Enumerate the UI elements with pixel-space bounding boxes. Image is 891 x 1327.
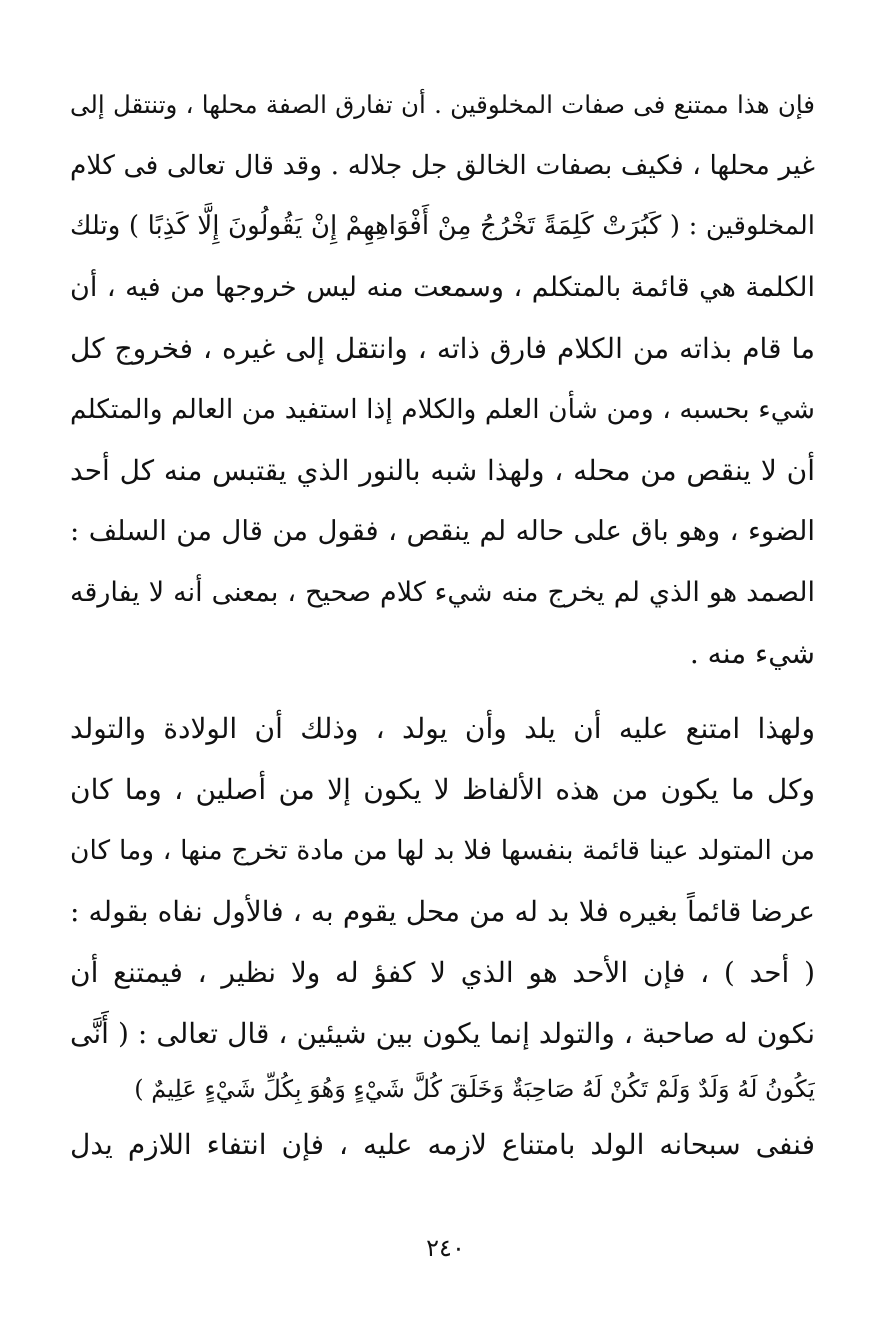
text-line: ( أحد ) ، فإن الأحد هو الذي لا كفؤ له ولا نظير ، فيمتنع أن xyxy=(70,956,815,989)
text-line: الكلمة هي قائمة بالمتكلم ، وسمعت منه ليس خروجها من فيه ، أن xyxy=(70,272,815,303)
text-line: نكون له صاحبة ، والتولد إنما يكون بين شيئين ، قال تعالى : ( أَنَّى xyxy=(70,1017,815,1050)
text-line: شيء بحسبه ، ومن شأن العلم والكلام إذا استفيد من العالم والمتكلم xyxy=(70,394,815,425)
text-line: ولهذا امتنع عليه أن يلد وأن يولد ، وذلك أن الولادة والتولد xyxy=(70,712,815,745)
text-line: الصمد هو الذي لم يخرج منه شيء كلام صحيح ، بمعنى أنه لا يفارقه xyxy=(70,577,815,608)
text-line: وكل ما يكون من هذه الألفاظ لا يكون إلا من أصلين ، وما كان xyxy=(70,773,815,806)
text-line: فإن هذا ممتنع فى صفات المخلوقين . أن تفارق الصفة محلها ، وتنتقل إلى xyxy=(70,90,815,119)
text-line: الضوء ، وهو باق على حاله لم ينقص ، فقول من قال من السلف : xyxy=(70,515,815,547)
text-line: من المتولد عينا قائمة بنفسها فلا بد لها من مادة تخرج منها ، وما كان xyxy=(70,835,815,866)
page-number: ٢٤٠ xyxy=(426,1234,465,1262)
text-line: ما قام بذاته من الكلام فارق ذاته ، وانتقل إلى غيره ، فخروج كل xyxy=(70,332,815,365)
paragraph-1 xyxy=(70,74,815,684)
text-line: فنفى سبحانه الولد بامتناع لازمه عليه ، فإن انتفاء اللازم يدل xyxy=(70,1128,815,1161)
text-line: عرضا قائماً بغيره فلا بد له من محل يقوم به ، فالأول نفاه بقوله : xyxy=(70,895,815,928)
paragraph-2 xyxy=(70,698,815,1175)
quran-verse-line: يَكُونُ لَهُ وَلَدٌ وَلَمْ تَكُنْ لَهُ صَاحِبَةٌ وَخَلَقَ كُلَّ شَيْءٍ وَهُوَ بِكُلِّ شَيْءٍ عَلِيمٌ ) xyxy=(134,1075,815,1103)
text-line: شيء منه . xyxy=(689,637,815,670)
text-line: أن لا ينقص من محله ، ولهذا شبه بالنور الذي يقتبس منه كل أحد xyxy=(70,454,815,487)
text-line-with-verse: المخلوقين : ( كَبُرَتْ كَلِمَةً تَخْرُجُ مِنْ أَفْوَاهِهِمْ إِنْ يَقُولُونَ إِلَّا كَذِبًا ) وتلك xyxy=(70,211,815,241)
text-line: غير محلها ، فكيف بصفات الخالق جل جلاله . وقد قال تعالى فى كلام xyxy=(70,150,815,181)
